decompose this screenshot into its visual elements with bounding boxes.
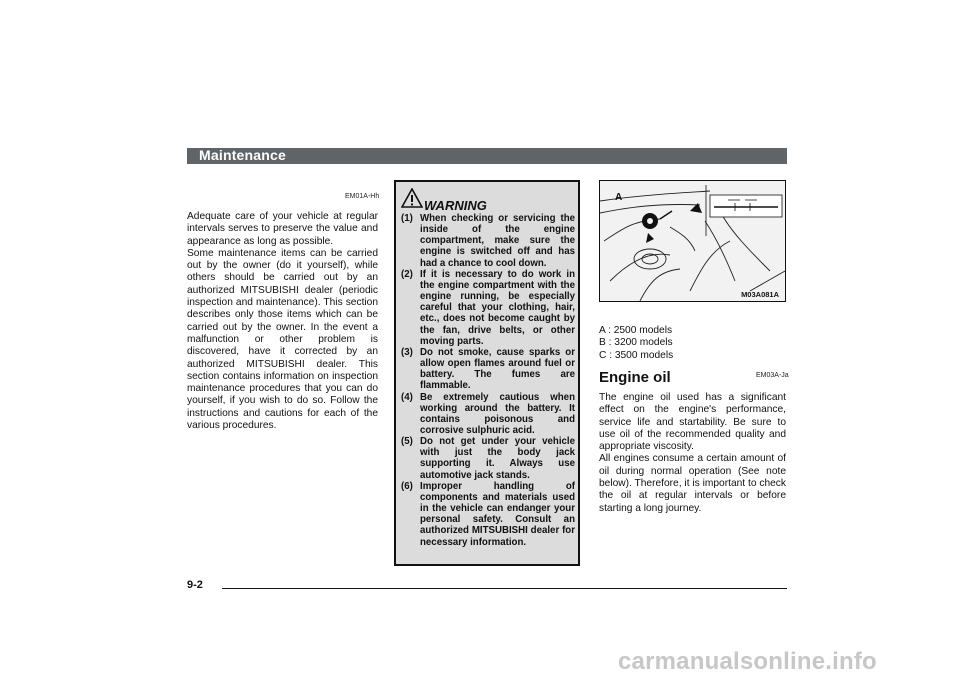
warning-box (394, 180, 580, 566)
figure-label-a: A (615, 192, 623, 203)
warning-item: (2) If it is necessary to do work in the engine compartment with the engine running, be especially careful that your clothing, hair, etc., does not become caught by the fan, drive belts, or other moving parts. (401, 268, 575, 347)
engine-oil-paragraph-1: The engine oil used has a significant effect on the engine's performance, service life and startability. Be sure to use oil of the recommended quality and appropriate viscosity. (599, 392, 786, 453)
warning-item: (3) Do not smoke, cause sparks or allow open flames around fuel or battery. The fumes are flammable. (401, 346, 575, 392)
intro-paragraph-2: Some maintenance items can be carried out by the owner (do it yourself), while others should be carried out by an authorized MITSUBISHI dealer (periodic inspection and maintenance). This section describes only those items which can be carried out by the owner. In the event a malfunction or other problem is discovered, have it corrected by an authorized MITSUBISHI dealer. This section contains information on inspection maintenance procedures that you can do yourself, if you wish to do so. Follow the instructions and cautions for each of the various procedures. (187, 247, 378, 432)
left-column-code: EM01A-Hh (345, 193, 380, 200)
engine-oil-paragraph-2: All engines consume a certain amount of oil during normal operation (See note below). Therefore, it is important to check the oil at regular intervals or before starting a long journey. (599, 453, 786, 514)
engine-oil-code: EM03A-Ja (756, 372, 789, 379)
intro-paragraph-1: Adequate care of your vehicle at regular intervals serves to preserve the value and appearance as long as possible. (187, 211, 378, 247)
warning-triangle-icon (401, 188, 423, 208)
warning-item: (6) Improper handling of components and materials used in the vehicle can endanger your personal safety. Consult an authorized MITSUBISHI dealer for necessary information. (401, 480, 575, 548)
model-item: C : 3500 models (599, 349, 674, 361)
intro-text (187, 211, 378, 432)
warning-item: (4) Be extremely cautious when working around the battery. It contains poisonous and corrosive sulphuric acid. (401, 391, 575, 436)
footer-divider (222, 588, 787, 589)
warning-item: (1) When checking or servicing the inside of the engine compartment, make sure the engine is switched off and has had a chance to cool down. (401, 213, 575, 269)
model-item: B : 3200 models (599, 337, 673, 349)
engine-oil-title: Engine oil (599, 369, 671, 386)
engine-compartment-figure (599, 180, 786, 302)
model-list (599, 325, 673, 362)
warning-list (401, 213, 575, 548)
model-item: A : 2500 models (599, 325, 673, 336)
engine-illustration (600, 181, 786, 302)
engine-oil-text (599, 392, 786, 515)
section-header-title: Maintenance (199, 147, 286, 163)
figure-code: M03A081A (741, 290, 779, 299)
page-number: 9-2 (187, 579, 203, 591)
warning-item: (5) Do not get under your vehicle with just the body jack supporting it. Always use automotive jack stands. (401, 436, 575, 481)
warning-title: WARNING (424, 198, 487, 213)
watermark: carmanualsonline.info (618, 648, 877, 675)
